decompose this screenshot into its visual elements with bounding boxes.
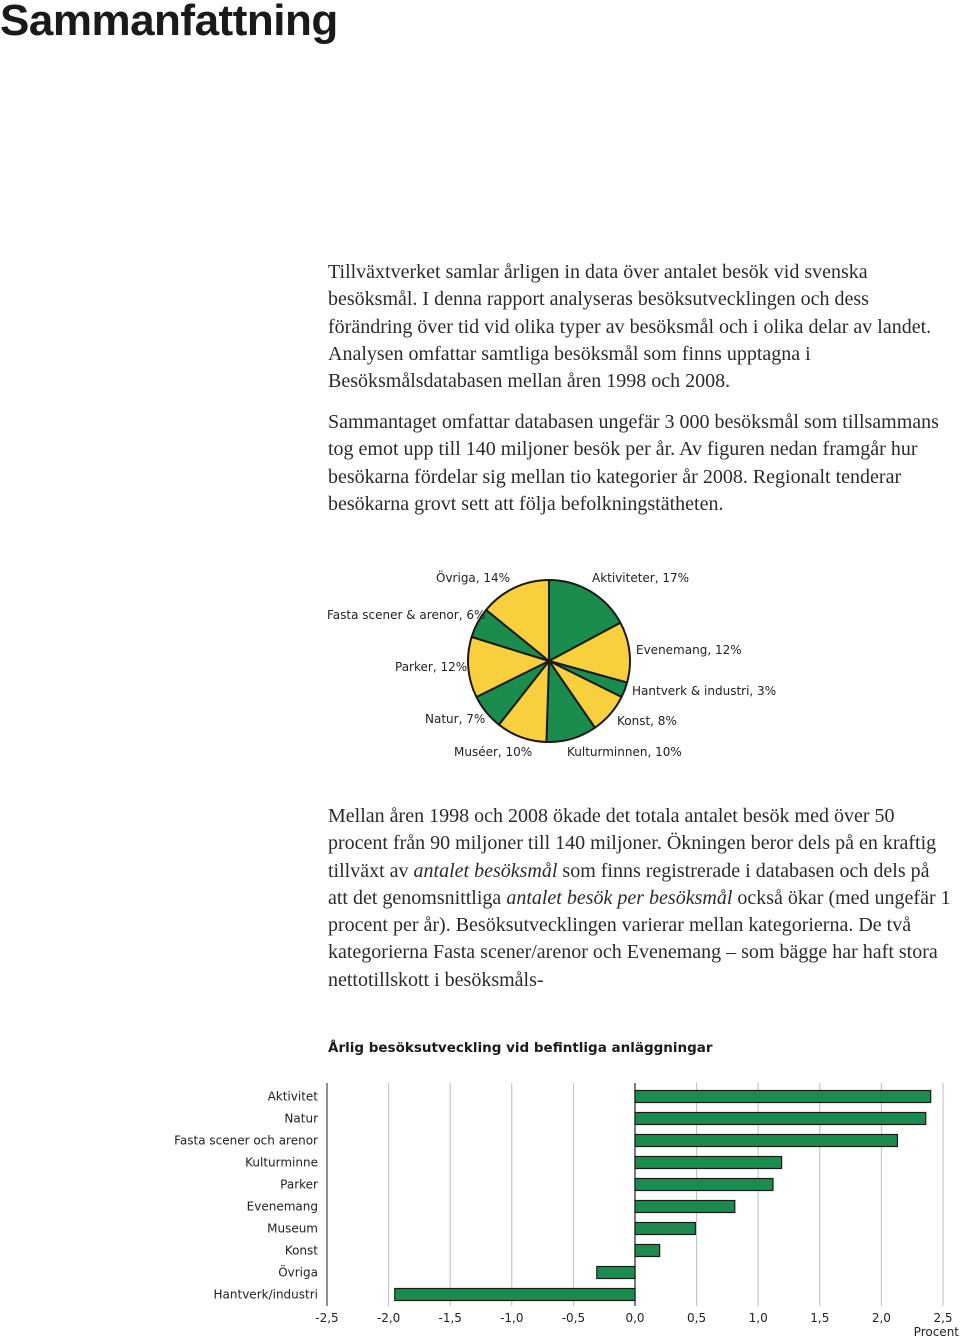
intro-paragraph: Tillväxtverket samlar årligen in data över antalet besök vid svenska besöksmål. I denna rapport analyseras besöksutvecklingen och dess förändring över tid vid olika typer av besöksmål och i olika delar av landet. Analysen omfattar samtliga besöksmål som finns upptagna i Besöksmålsdatabasen mellan åren 1998 och 2008. [328, 261, 932, 393]
pie-label-aktiviteter: Aktiviteter, 17% [592, 571, 690, 585]
bar-konst [635, 1245, 660, 1257]
x-tick-label: 2,0 [871, 1311, 891, 1325]
page-title: Sammanfattning [0, 0, 338, 45]
growth-paragraph: Mellan åren 1998 och 2008 ökade det totala antalet besök med över 50 procent från 90 miljoner till 140 miljoner. Ökningen beror dels på en kraftig tillväxt av antalet besöksmål som finns registrerade i databasen och dels på att det genomsnittliga antalet besök per besöksmål också ökar (med ungefär 1 procent per år). Besöksutvecklingen varierar mellan kategorierna. De två kategorierna Fasta scener/arenor och Evenemang – som bägge har haft stora nettotillskott i besöksmåls- [328, 805, 951, 991]
pie-label-museer: Muséer, 10% [454, 745, 533, 759]
x-tick-label: -0,5 [561, 1311, 586, 1325]
category-label: Kulturminne [245, 1155, 318, 1170]
x-tick-label: 1,0 [748, 1311, 768, 1325]
bar-evenemang [635, 1201, 735, 1213]
category-label: Aktivitet [267, 1089, 318, 1104]
database-paragraph: Sammantaget omfattar databasen ungefär 3 000 besöksmål som tillsammans tog emot upp till 140 miljoner besök per år. Av figuren nedan framgår hur besökarna fördelar sig mellan tio kategorier år 2008. Regionalt tenderar besökarna grovt sett att följa befolkningstätheten. [328, 411, 939, 515]
pie-label-fasta-scener: Fasta scener & arenor, 6% [327, 608, 486, 622]
bar-museum [635, 1223, 695, 1235]
category-label: Museum [267, 1221, 318, 1236]
pie-label-evenemang: Evenemang, 12% [636, 643, 742, 657]
x-tick-label: -1,5 [438, 1311, 462, 1325]
category-label: Evenemang [246, 1199, 318, 1214]
x-axis-label: Procent [913, 1325, 959, 1339]
bar-chart-title: Årlig besöksutveckling vid befintliga anläggningar [328, 1040, 713, 1056]
x-tick-label: 1,5 [810, 1311, 830, 1325]
pie-label-natur: Natur, 7% [425, 712, 486, 726]
x-tick-label: 0,5 [687, 1311, 707, 1325]
pie-label-hantverk: Hantverk & industri, 3% [632, 684, 777, 698]
bar-natur [635, 1113, 926, 1125]
x-tick-label: -2,5 [315, 1311, 339, 1325]
category-label: Parker [280, 1177, 318, 1192]
x-tick-label: -2,0 [376, 1311, 401, 1325]
category-label: Natur [284, 1111, 318, 1126]
bar-fasta-scener-och-arenor [635, 1135, 897, 1147]
x-tick-label: -1,0 [500, 1311, 524, 1325]
bar-parker [635, 1179, 773, 1191]
pie-label-konst: Konst, 8% [617, 714, 677, 728]
x-tick-label: 0,0 [625, 1311, 645, 1325]
x-tick-label: 2,5 [933, 1311, 953, 1325]
category-label: Hantverk/industri [213, 1287, 318, 1302]
bar-kulturminne [635, 1157, 782, 1169]
bar-övriga [597, 1267, 635, 1279]
pie-label-ovriga: Övriga, 14% [436, 571, 511, 585]
bar-aktivitet [635, 1091, 931, 1103]
category-label: Konst [284, 1243, 318, 1258]
pie-label-parker: Parker, 12% [395, 660, 468, 674]
category-label: Fasta scener och arenor [174, 1133, 318, 1148]
category-label: Övriga [278, 1265, 318, 1280]
pie-label-kulturminnen: Kulturminnen, 10% [567, 745, 682, 759]
bar-hantverk-industri [395, 1289, 635, 1301]
